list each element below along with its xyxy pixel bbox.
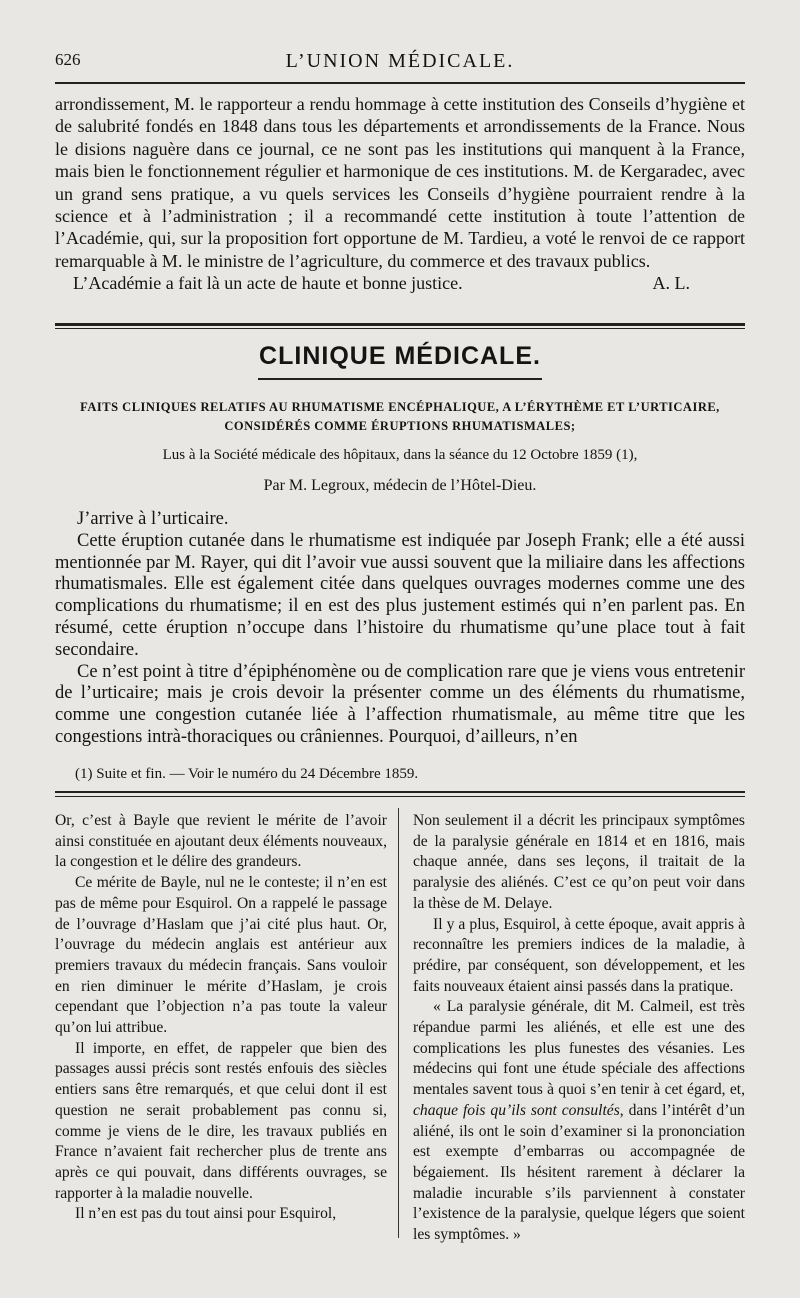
page-header: [55, 50, 745, 76]
intro-paragraph: arrondissement, M. le rapporteur a rendu hommage à cette institution des Conseils d’hygiène et de salubrité fondés en 1848 dans tous les départements et arrondissements de la France. Nous le disions naguère dans ce journal, ce ne sont pas les institutions qui manquent à la France, mais bien le fonctionnement régulier et harmonique de ces institutions. M. de Kergaradec, avec un grand sens pratique, a vu quels services les Conseils d’hygiène pourraient rendre à la science et à l’administration ; il a recommandé cette institution à toute l’attention de l’Académie, qui, sur la proposition fort opportune de M. Tardieu, a voté le renvoi de ce rapport remarquable à M. le ministre de l’agriculture, du commerce et des travaux publics.: [55, 94, 745, 271]
column-paragraph: Ce mérite de Bayle, nul ne le conteste; il n’en est pas de même pour Esquirol. On a rappelé le passage de l’ouvrage d’Haslam que j’ai cité plus haut. Or, l’ouvrage du médecin anglais est antérieur aux premiers travaux du médecin français. Sans vouloir en rien diminuer le mérite d’Haslam, je crois cependant que l’objection n’a pas toute la valeur qu’on lui attribue.: [55, 874, 387, 1037]
signature: A. L.: [652, 273, 690, 294]
body-paragraph: Cette éruption cutanée dans le rhumatisme est indiquée par Joseph Frank; elle a été aussi mentionnée par M. Rayer, qui dit l’avoir vue aussi souvent que la miliaire dans les affections rhumatismales. Elle est également citée dans quelques ouvrages modernes comme une des complications du rhumatisme; il en est des plus justement estimés qui n’en parlent pas. En résumé, cette éruption n’occupe dans l’histoire du rhumatisme qu’une place tout à fait secondaire.: [55, 530, 745, 660]
column-divider: [398, 808, 399, 1238]
header-rule: [55, 82, 745, 84]
article-title: FAITS CLINIQUES RELATIFS AU RHUMATISME ENCÉPHALIQUE, A L’ÉRYTHÈME ET L’URTICAIRE, CONSIDÉRÉS COMME ÉRUPTIONS RHUMATISMALES;: [80, 400, 720, 433]
feuilleton-right-column: [413, 811, 745, 1246]
quote-text: , dans l’intérêt d’un aliéné, ils ont le soin d’examiner si la prononciation est exempte d’embarras ou accompagnée de bégaiement. Ils hésitent rarement à déclarer la maladie incurable s’ils parviennent à constater l’existence de la paralysie, quelque légers que soient les symptômes. »: [413, 1101, 745, 1244]
feuilleton-rule-thick: [55, 791, 745, 793]
feuilleton-rule-thin: [55, 796, 745, 797]
column-paragraph: Il importe, en effet, de rappeler que bien des passages aussi précis sont restés enfouis des siècles entiers sans être remarqués, et que celui dont il est question ne serait probablement pas connu si, comme je viens de le dire, les travaux publiés en France n’avaient fait rechercher plus de trente ans après ce qui pouvait, dans différents ouvrages, se rapporter à la maladie nouvelle.: [55, 1039, 387, 1202]
quote-text: « La paralysie générale, dit M. Calmeil, est très répandue parmi les aliénés, et elle est une des complications les plus funestes des vésanies. Les médecins qui font une étude spéciale des affections mentales savent tous à quoi s’en tenir à cet égard, et,: [413, 998, 745, 1099]
footnote: (1) Suite et fin. — Voir le numéro du 24 Décembre 1859.: [75, 766, 419, 782]
article-author: Par M. Legroux, médecin de l’Hôtel-Dieu.: [263, 477, 537, 494]
intro-closing: [55, 272, 745, 294]
section-rule-thick: [55, 323, 745, 326]
body-paragraph: J’arrive à l’urticaire.: [77, 509, 229, 529]
quote-italic-text: chaque fois qu’ils sont consultés: [413, 1101, 620, 1119]
column-paragraph: Il n’en est pas du tout ainsi pour Esquirol,: [75, 1205, 337, 1223]
column-paragraph: Or, c’est à Bayle que revient le mérite de l’avoir ainsi constituée en ajoutant deux éléments nouveaux, la congestion et le délire des grandeurs.: [55, 812, 387, 871]
section-heading-rule: [258, 378, 542, 380]
section-heading: CLINIQUE MÉDICALE.: [259, 342, 541, 370]
feuilleton-left-column: [55, 811, 387, 1225]
article-body: [55, 509, 745, 749]
column-quote-paragraph: [413, 997, 745, 1245]
closing-sentence: L’Académie a fait là un acte de haute et bonne justice.: [73, 273, 463, 294]
page-number: 626: [55, 50, 81, 69]
column-paragraph: Il y a plus, Esquirol, à cette époque, avait appris à reconnaître les premiers indices de la maladie, à prédire, par conséquent, son développement, et les faits nouveaux étaient ainsi passés dans la pratique.: [413, 915, 745, 995]
journal-title: L’UNION MÉDICALE.: [285, 50, 515, 72]
intro-section: [55, 93, 745, 295]
section-rule-thin: [55, 328, 745, 329]
column-paragraph: Non seulement il a décrit les principaux symptômes de la paralysie générale en 1814 et en 1816, mais chaque année, dans ses leçons, il traitait de la paralysie des aliénés. C’est ce qu’on peut voir dans la thèse de M. Delaye.: [413, 812, 745, 912]
article-read-at: Lus à la Société médicale des hôpitaux, dans la séance du 12 Octobre 1859 (1),: [162, 447, 638, 463]
body-paragraph: Ce n’est point à titre d’épiphénomène ou de complication rare que je viens vous entretenir de l’urticaire; mais je crois devoir la présenter comme un des éléments du rhumatisme, comme une congestion cutanée liée à l’affection rhumatismale, au même titre que les congestions intrà-thoraciques ou crâniennes. Pourquoi, d’ailleurs, n’en: [55, 661, 745, 747]
